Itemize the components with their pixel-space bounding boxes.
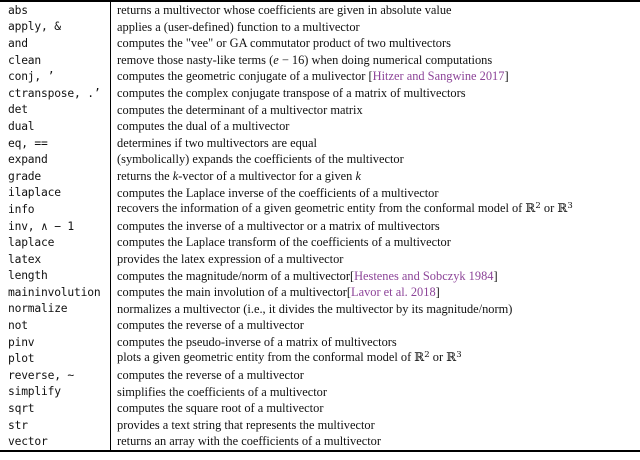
description-text: returns a multivector whose coefficients are given in absolute value xyxy=(117,3,452,17)
description-text: computes the main involution of a multivector[ xyxy=(117,285,351,300)
table-row xyxy=(0,102,640,119)
description-cell xyxy=(111,367,640,384)
function-name-cell: str xyxy=(0,417,111,434)
description-text: recovers the information of a given geometric entity from the conformal model of xyxy=(117,201,526,216)
table-row xyxy=(0,234,640,251)
table-row xyxy=(0,168,640,185)
description-cell xyxy=(111,234,640,251)
description-text: − 16) when doing numerical computations xyxy=(278,52,493,67)
description-text: returns an array with the coefficients of a multivector xyxy=(117,434,382,449)
description-cell xyxy=(111,251,640,268)
table-row xyxy=(0,400,640,417)
description-text: ] xyxy=(493,268,498,283)
function-name-cell: and xyxy=(0,35,111,52)
description-text: ℝ xyxy=(525,201,536,216)
description-text: computes the square root of a multivector xyxy=(117,401,324,416)
function-name-cell: ctranspose, .’ xyxy=(0,85,111,102)
description-cell xyxy=(111,334,640,351)
table-row xyxy=(0,334,640,351)
description-text: computes the reverse of a multivector xyxy=(117,318,304,333)
description-text: 3 xyxy=(456,350,462,361)
description-text: computes the magnitude/norm of a multivector[ xyxy=(117,268,355,283)
description-text: computes the pseudo-inverse of a matrix of multivectors xyxy=(117,334,397,349)
function-name-cell: abs xyxy=(0,2,111,19)
table-row xyxy=(0,185,640,202)
description-cell xyxy=(111,433,640,450)
citation-link[interactable]: Hitzer and Sangwine 2017 xyxy=(372,69,505,84)
table-row xyxy=(0,384,640,401)
table-row xyxy=(0,135,640,152)
table-row xyxy=(0,35,640,52)
description-text: ] xyxy=(504,69,509,84)
description-text: (symbolically) expands the coefficients of the multivector xyxy=(117,152,404,167)
function-name-cell: vector xyxy=(0,433,111,450)
function-name-cell: inv, ∧ − 1 xyxy=(0,218,111,235)
description-text: plots a given geometric entity from the conformal model of xyxy=(117,350,415,365)
function-name-cell: apply, & xyxy=(0,19,111,36)
function-name-cell: normalize xyxy=(0,301,111,318)
table-row xyxy=(0,118,640,135)
function-name-cell: simplify xyxy=(0,384,111,401)
function-name-cell: det xyxy=(0,102,111,119)
description-text: or xyxy=(540,201,558,216)
function-name-cell: maininvolution xyxy=(0,284,111,301)
table-row xyxy=(0,367,640,384)
citation-link[interactable]: Lavor et al. 2018 xyxy=(351,285,436,300)
description-text: 2 xyxy=(535,201,541,212)
description-cell xyxy=(111,384,640,401)
table-row xyxy=(0,417,640,434)
description-cell xyxy=(111,284,640,301)
table-row xyxy=(0,52,640,69)
description-text: or xyxy=(429,350,447,365)
description-cell xyxy=(111,118,640,135)
function-name-cell: sqrt xyxy=(0,400,111,417)
function-name-cell: reverse, ~ xyxy=(0,367,111,384)
function-name-cell: eq, == xyxy=(0,135,111,152)
description-cell xyxy=(111,85,640,102)
description-text: returns the xyxy=(117,168,173,183)
description-text: provides the latex expression of a multivector xyxy=(117,251,344,266)
table-row xyxy=(0,301,640,318)
table-row xyxy=(0,151,640,168)
description-text: computes the Laplace inverse of the coefficients of a multivector xyxy=(117,185,439,200)
table-row xyxy=(0,19,640,36)
description-cell xyxy=(111,301,640,318)
table-row xyxy=(0,350,640,367)
description-cell xyxy=(111,2,640,19)
function-name-cell: expand xyxy=(0,151,111,168)
description-text: ℝ xyxy=(557,201,568,216)
table-row xyxy=(0,2,640,19)
table-row xyxy=(0,317,640,334)
function-name-cell: pinv xyxy=(0,334,111,351)
description-text: computes the complex conjugate transpose of a matrix of multivectors xyxy=(117,85,466,100)
description-text: remove those nasty-like terms ( xyxy=(117,52,274,67)
function-name-cell: length xyxy=(0,268,111,285)
description-text: applies a (user-defined) function to a multivector xyxy=(117,19,360,34)
function-table-body xyxy=(0,2,640,450)
description-cell xyxy=(111,135,640,152)
description-text: computes the Laplace transform of the coefficients of a multivector xyxy=(117,235,451,250)
description-text: normalizes a multivector (i.e., it divides the multivector by its magnitude/norm) xyxy=(117,301,513,316)
description-text: computes the reverse of a multivector xyxy=(117,368,304,383)
function-name-cell: plot xyxy=(0,350,111,367)
description-text: 3 xyxy=(567,201,573,212)
description-cell xyxy=(111,218,640,235)
description-text: computes the geometric conjugate of a mulivector [ xyxy=(117,69,373,84)
citation-link[interactable]: Hestenes and Sobczyk 1984 xyxy=(354,268,494,283)
table-row xyxy=(0,433,640,450)
description-cell xyxy=(111,102,640,119)
description-text: provides a text string that represents the multivector xyxy=(117,417,375,432)
description-cell xyxy=(111,185,640,202)
description-cell xyxy=(111,317,640,334)
table-row xyxy=(0,85,640,102)
function-name-cell: not xyxy=(0,317,111,334)
table-row xyxy=(0,201,640,218)
table-row xyxy=(0,284,640,301)
function-name-cell: info xyxy=(0,201,111,218)
description-text: 2 xyxy=(424,350,430,361)
description-text: computes the determinant of a multivector matrix xyxy=(117,102,363,117)
description-cell xyxy=(111,417,640,434)
description-text: e xyxy=(273,52,279,67)
description-cell xyxy=(111,35,640,52)
description-text: determines if two multivectors are equal xyxy=(117,135,317,150)
description-text: computes the dual of a multivector xyxy=(117,119,290,134)
function-name-cell: conj, ’ xyxy=(0,68,111,85)
description-text: computes the inverse of a multivector or a matrix of multivectors xyxy=(117,218,440,233)
function-name-cell: clean xyxy=(0,52,111,69)
table-row xyxy=(0,68,640,85)
description-text: ℝ xyxy=(446,350,457,365)
description-text: k xyxy=(355,168,361,183)
function-name-cell: laplace xyxy=(0,234,111,251)
function-name-cell: latex xyxy=(0,251,111,268)
description-cell xyxy=(111,268,640,285)
table-row xyxy=(0,251,640,268)
description-cell xyxy=(111,19,640,36)
description-cell xyxy=(111,349,640,368)
function-name-cell: dual xyxy=(0,118,111,135)
description-cell xyxy=(111,151,640,168)
table-row xyxy=(0,218,640,235)
description-text: k xyxy=(172,168,179,183)
description-cell xyxy=(111,200,640,219)
description-cell xyxy=(111,400,640,417)
description-text: -vector of a multivector for a given xyxy=(178,168,356,183)
description-text: computes the "vee" or GA commutator product of two multivectors xyxy=(117,36,451,51)
description-cell xyxy=(111,52,640,69)
function-name-cell: ilaplace xyxy=(0,185,111,202)
description-cell xyxy=(111,68,640,85)
description-text: ℝ xyxy=(414,350,425,365)
table-row xyxy=(0,268,640,285)
description-text: ] xyxy=(435,285,440,300)
function-name-cell: grade xyxy=(0,168,111,185)
description-cell xyxy=(111,168,640,185)
description-text: simplifies the coefficients of a multivector xyxy=(117,384,328,399)
